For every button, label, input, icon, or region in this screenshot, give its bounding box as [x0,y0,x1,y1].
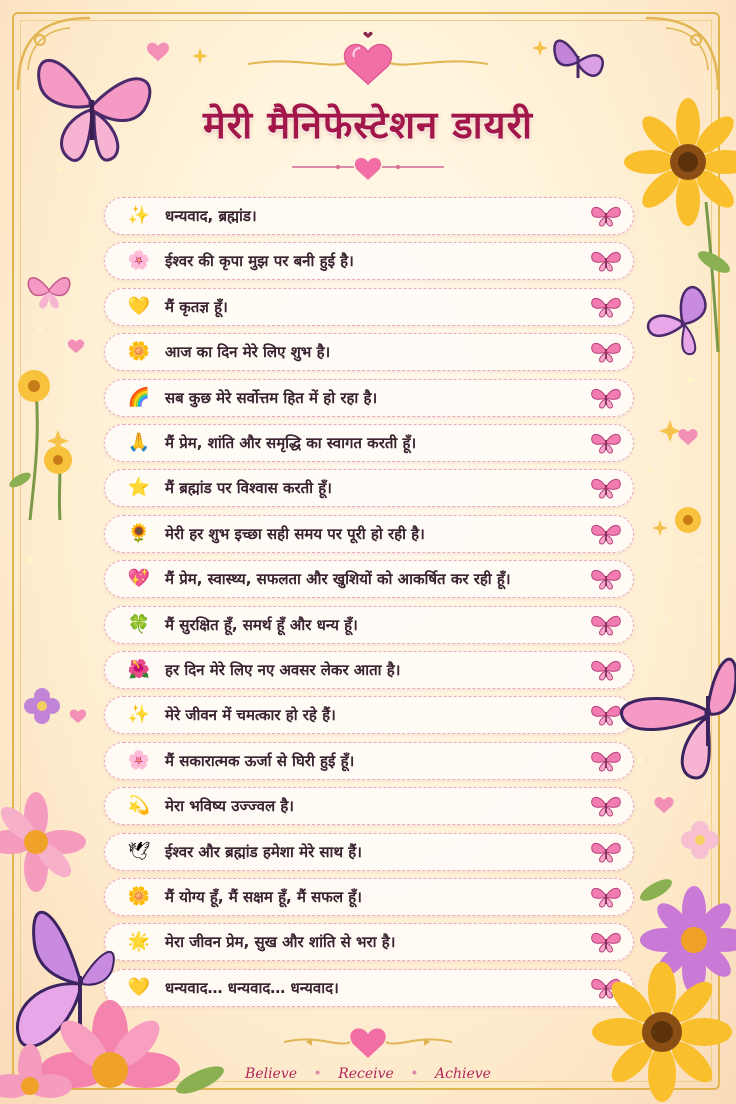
affirmation-text: धन्यवाद, ब्रह्मांड। [165,207,257,225]
affirmation-text: मैं सुरक्षित हूँ, समर्थ हूँ और धन्य हूँ। [165,615,358,634]
affirmation-row [104,560,634,598]
butterfly-icon [589,476,623,500]
sunflower-bottom-right-icon [590,960,736,1104]
butterfly-icon [589,522,623,546]
affirmation-row [104,742,634,780]
affirmation-emoji-icon: 🕊 [127,840,151,862]
affirmation-row [104,651,634,689]
affirmation-text: ईश्वर और ब्रह्मांड हमेशा मेरे साथ हैं। [165,842,362,861]
page-title: मेरी मैनिफेस्टेशन डायरी [203,102,533,147]
affirmation-text: मैं प्रेम, शांति और समृद्धि का स्वागत करती हूँ। [165,434,417,452]
affirmation-row [104,288,634,326]
affirmation-text: मेरा भविष्य उज्ज्वल है। [165,797,294,816]
affirmation-emoji-icon: 💛 [127,976,151,998]
affirmation-text: मैं ब्रह्मांड पर विश्वास करती हूँ। [165,479,332,498]
affirmation-emoji-icon: 🌺 [127,659,151,680]
affirmation-text: मैं सकारात्मक ऊर्जा से घिरी हुई हूँ। [165,751,355,770]
footer-word-receive: Receive [338,1066,394,1082]
affirmation-text: मेरी हर शुभ इच्छा सही समय पर पूरी हो रही है। [165,524,425,543]
footer-separator: • [313,1066,322,1082]
yellow-flowers-left-icon [0,360,100,520]
affirmation-row [104,878,634,916]
affirmation-emoji-icon: 🌼 [127,341,151,363]
affirmation-text: सब कुछ मेरे सर्वोत्तम हित में हो रहा है। [165,388,378,407]
affirmation-emoji-icon: 🙏 [127,432,151,453]
footer-word-achieve: Achieve [435,1066,491,1082]
affirmation-row [104,242,634,280]
affirmation-emoji-icon: ✨ [127,205,151,226]
affirmation-row [104,333,634,371]
affirmation-text: हर दिन मेरे लिए नए अवसर लेकर आता है। [165,661,401,679]
purple-flower-left-icon [18,680,78,740]
affirmation-row [104,833,634,871]
affirmation-row [104,606,634,644]
corner-flourish-top-right [636,10,726,100]
affirmation-emoji-icon: 🌸 [127,250,151,272]
affirmation-text: मैं प्रेम, स्वास्थ्य, सफलता और खुशियों को आकर्षित कर रही हूँ। [165,570,511,589]
butterfly-icon [589,386,623,410]
affirmation-emoji-icon: 💛 [127,295,151,317]
affirmation-text: आज का दिन मेरे लिए शुभ है। [165,343,331,362]
affirmation-emoji-icon: ✨ [127,704,151,726]
affirmation-emoji-icon: 🌈 [127,386,151,408]
affirmation-row [104,197,634,235]
butterfly-icon [589,567,623,591]
footer-word-believe: Believe [245,1066,298,1082]
affirmation-text: मेरा जीवन प्रेम, सुख और शांति से भरा है। [165,933,396,952]
butterfly-icon [589,613,623,637]
butterfly-icon [589,930,623,954]
affirmation-emoji-icon: 💖 [127,568,151,590]
butterfly-icon [589,431,623,455]
affirmation-text: मैं योग्य हूँ, मैं सक्षम हूँ, मैं सफल हूँ। [165,888,362,906]
top-heart-ornament [238,30,498,90]
affirmation-text: धन्यवाद… धन्यवाद… धन्यवाद। [165,978,339,997]
affirmation-text: ईश्वर की कृपा मुझ पर बनी हुई है। [165,252,354,271]
affirmation-emoji-icon: ⭐ [127,477,151,499]
affirmation-row [104,696,634,734]
affirmation-text: मेरे जीवन में चमत्कार हो रहे हैं। [165,706,336,725]
affirmation-row [104,515,634,553]
butterfly-right-purple-icon [640,278,724,362]
affirmation-emoji-icon: 🌸 [127,749,151,771]
butterfly-icon [589,794,623,818]
title-heart-divider [288,152,448,182]
yellow-flower-right-icon [668,500,708,540]
butterfly-right-pink-icon [612,636,736,786]
butterfly-icon [589,885,623,909]
butterfly-top-right-icon [548,28,608,86]
affirmation-row [104,787,634,825]
butterfly-top-left-icon [22,30,162,170]
affirmation-row [104,379,634,417]
footer-separator: • [410,1066,419,1082]
footer-tagline [0,1066,736,1082]
bottom-heart-ornament [278,1020,458,1064]
affirmation-emoji-icon: 🌼 [127,886,151,907]
affirmation-emoji-icon: 💫 [127,795,151,817]
affirmation-row [104,923,634,961]
affirmation-emoji-icon: 🌻 [127,522,151,544]
affirmation-text: मैं कृतज्ञ हूँ। [165,297,228,316]
affirmation-row [104,469,634,507]
pink-flowers-bottom-left-icon [0,990,260,1104]
affirmation-row [104,424,634,462]
butterfly-icon [589,840,623,864]
butterfly-small-left-icon [24,268,74,312]
affirmation-emoji-icon: 🍀 [127,613,151,635]
affirmation-emoji-icon: 🌟 [127,931,151,953]
